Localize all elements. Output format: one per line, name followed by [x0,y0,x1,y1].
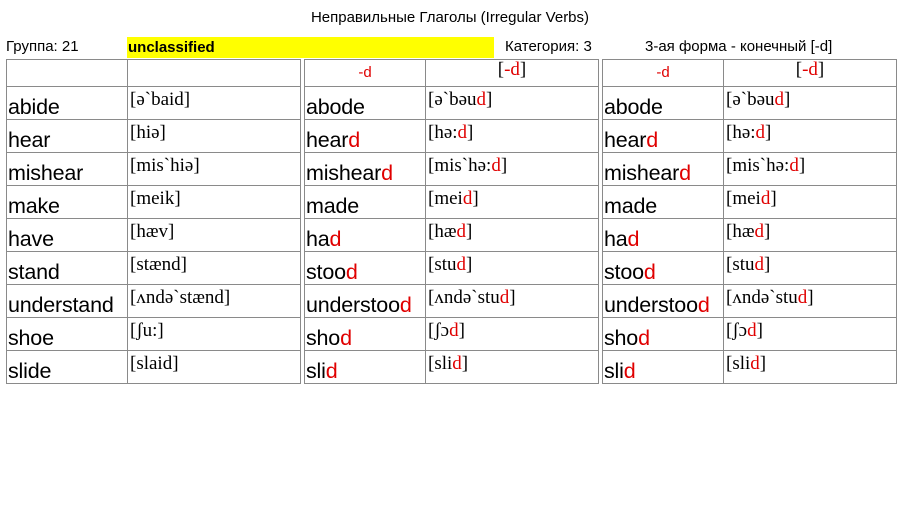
verb-ending: d [325,359,338,383]
transcription-text: [meik] [130,188,181,209]
verb-stem: hear [306,128,349,152]
transcription-ending: d [747,320,757,341]
transcription-cell: [mis`hə:d] [724,153,897,186]
transcription-stem: [ə`bəu [726,89,775,110]
transcription-cell: [meid] [426,186,599,219]
transcription-cell [128,186,301,219]
table-row [7,120,301,153]
verb-ending: d [399,293,412,317]
table-row [603,285,897,318]
verb-cell [7,219,128,252]
transcription-cell: [ʃɔd] [426,318,599,351]
table-row [7,285,301,318]
verb-cell [7,252,128,285]
verb-text: have [8,227,54,251]
transcription-stem: [hə: [726,122,756,143]
transcription-cell: [hæd] [724,219,897,252]
transcription-cell: [ʌndə`stud] [426,285,599,318]
transcription-stem: [hæ [428,221,457,242]
verb-stem: made [306,194,359,218]
verb-stem: hear [604,128,647,152]
second-form-table [304,59,599,384]
ending-mark: -d [802,59,818,80]
verb-stem: mishear [306,161,382,185]
verb-stem: ha [604,227,628,251]
verb-text: understand [8,293,114,317]
form-label: 3-ая форма - конечный [-d] [645,38,833,55]
classification-field: unclassified [127,37,494,58]
transcription-cell: [stud] [426,252,599,285]
header-transcription-cell [128,60,301,87]
header-word-cell [7,60,128,87]
table-row [305,285,599,318]
header-row [603,60,897,87]
transcription-ending: d [754,221,764,242]
transcription-cell [128,351,301,384]
verb-ending: d [340,326,352,350]
verb-cell [603,252,724,285]
transcription-text: [ʌndə`stænd] [130,287,231,308]
verb-ending: d [646,128,658,152]
verb-ending: d [627,227,640,251]
transcription-cell: [hə:d] [426,120,599,153]
verb-text: make [8,194,60,218]
verb-cell [305,285,426,318]
transcription-text: [ə`baid] [130,89,191,110]
table-row [7,153,301,186]
table-row [603,87,897,120]
table-row [305,153,599,186]
verb-text: hear [8,128,51,152]
transcription-cell: [slid] [724,351,897,384]
table-row [603,351,897,384]
table-row [305,120,599,153]
header-row [305,60,599,87]
transcription-text: [hiə] [130,122,166,143]
transcription-ending: d [476,89,487,110]
transcription-ending: d [755,122,766,143]
transcription-text: [hæv] [130,221,175,242]
verb-cell [305,87,426,120]
header-transcription-cell [426,60,599,87]
verb-cell [603,285,724,318]
table-row [7,186,301,219]
verb-cell [7,186,128,219]
bracket-open: [ [497,59,505,80]
table-row [603,186,897,219]
table-row [305,351,599,384]
transcription-stem: [stu [726,254,755,275]
transcription-stem: [ə`bəu [428,89,477,110]
table-row [7,87,301,120]
transcription-stem: [sli [726,353,751,374]
table-row [7,252,301,285]
ending-mark: -d [504,59,520,80]
bracket-close: ] [817,59,825,80]
verb-stem: made [604,194,657,218]
transcription-cell [128,153,301,186]
transcription-cell: [meid] [724,186,897,219]
verb-cell [7,351,128,384]
transcription-ending: d [774,89,785,110]
verb-ending: d [679,161,691,185]
transcription-ending: d [754,254,764,275]
verb-ending: d [381,161,393,185]
verb-cell [305,252,426,285]
page-title: Неправильные Глаголы (Irregular Verbs) [310,9,590,26]
table-row [603,219,897,252]
transcription-cell [128,120,301,153]
ending-mark: -d [358,64,372,81]
verb-cell [305,186,426,219]
transcription-stem: [ʃɔ [726,320,748,341]
transcription-cell: [mis`hə:d] [426,153,599,186]
transcription-ending: d [456,254,466,275]
transcription-cell [128,285,301,318]
verb-cell [7,285,128,318]
verb-stem: stoo [604,260,644,284]
verb-cell [7,153,128,186]
verb-ending: d [329,227,342,251]
transcription-stem: [ʃɔ [428,320,450,341]
verb-ending: d [697,293,710,317]
transcription-text: [stænd] [130,254,187,275]
header-transcription-cell [724,60,897,87]
verb-cell [603,318,724,351]
table-row [7,351,301,384]
table-row [603,120,897,153]
table-row [7,219,301,252]
category-label: Категория: 3 [505,38,592,55]
transcription-cell: [slid] [426,351,599,384]
verb-stem: mishear [604,161,680,185]
transcription-cell: [ə`bəud] [724,87,897,120]
third-form-table [602,59,897,384]
table-row [603,252,897,285]
verb-stem: sli [604,359,624,383]
bracket-open: [ [795,59,803,80]
table-row [305,186,599,219]
transcription-ending: d [760,188,771,209]
verb-ending: d [643,260,656,284]
transcription-ending: d [457,122,468,143]
verb-stem: sli [306,359,326,383]
transcription-ending: d [789,155,799,176]
transcription-ending: d [452,353,462,374]
verb-stem: ha [306,227,330,251]
verb-text: mishear [8,161,84,185]
verb-cell [603,186,724,219]
table-row [305,318,599,351]
verb-cell [603,120,724,153]
verb-cell [603,219,724,252]
verb-cell [305,351,426,384]
transcription-stem: [hə: [428,122,458,143]
transcription-cell [128,318,301,351]
verb-text: slide [8,359,52,383]
transcription-cell [128,252,301,285]
verb-cell [7,318,128,351]
verb-text: shoe [8,326,54,350]
transcription-stem: [ʌndə`stu [428,287,500,308]
verb-text: abide [8,95,60,119]
verb-stem: understoo [306,293,400,317]
transcription-text: [mis`hiə] [130,155,200,176]
verb-stem: abode [604,95,663,119]
transcription-cell: [hə:d] [724,120,897,153]
table-row [603,153,897,186]
verb-cell [603,153,724,186]
verb-cell [305,219,426,252]
bracket-close: ] [519,59,527,80]
transcription-ending: d [499,287,510,308]
verb-cell [305,318,426,351]
verb-cell [603,87,724,120]
transcription-cell: [stud] [724,252,897,285]
transcription-cell [128,87,301,120]
verb-stem: stoo [306,260,346,284]
transcription-cell: [hæd] [426,219,599,252]
ending-mark: -d [656,64,670,81]
transcription-stem: [stu [428,254,457,275]
verb-cell [603,351,724,384]
transcription-stem: [mei [726,188,761,209]
header-row [7,60,301,87]
header-word-cell [305,60,426,87]
transcription-ending: d [462,188,473,209]
transcription-cell [128,219,301,252]
transcription-text: [ʃu:] [130,320,164,341]
table-row [7,318,301,351]
transcription-stem: [hæ [726,221,755,242]
group-label: Группа: 21 [6,38,79,55]
verb-stem: abode [306,95,365,119]
transcription-ending: d [456,221,466,242]
table-row [305,252,599,285]
transcription-ending: d [797,287,808,308]
transcription-ending: d [750,353,760,374]
transcription-text: [slaid] [130,353,179,374]
verb-cell [7,87,128,120]
base-form-table [6,59,301,384]
verb-stem: sho [306,326,341,350]
verb-ending: d [638,326,650,350]
transcription-cell: [ʃɔd] [724,318,897,351]
verb-cell [7,120,128,153]
transcription-stem: [ʌndə`stu [726,287,798,308]
verb-ending: d [348,128,360,152]
transcription-cell: [ə`bəud] [426,87,599,120]
verb-text: stand [8,260,60,284]
table-row [305,87,599,120]
transcription-stem: [sli [428,353,453,374]
verb-cell [305,153,426,186]
verb-ending: d [345,260,358,284]
transcription-cell: [ʌndə`stud] [724,285,897,318]
transcription-ending: d [449,320,459,341]
transcription-stem: [mis`hə: [428,155,492,176]
header-word-cell [603,60,724,87]
verb-ending: d [623,359,636,383]
verb-cell [305,120,426,153]
transcription-stem: [mis`hə: [726,155,790,176]
table-row [603,318,897,351]
verb-stem: sho [604,326,639,350]
verb-stem: understoo [604,293,698,317]
transcription-ending: d [491,155,501,176]
transcription-stem: [mei [428,188,463,209]
table-row [305,219,599,252]
